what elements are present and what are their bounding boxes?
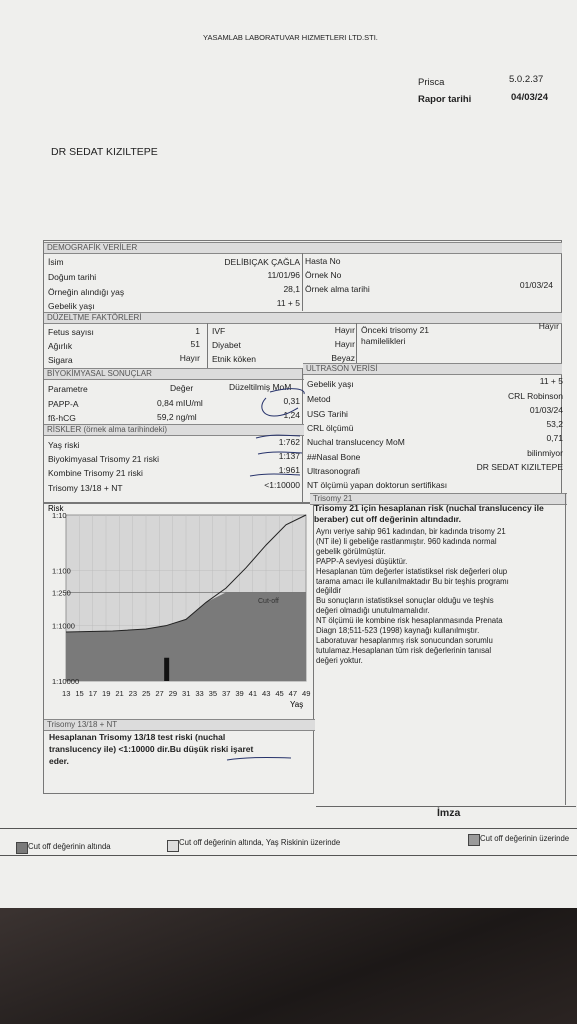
legend-top-line <box>0 828 577 829</box>
t21-body-line: Diagn 18;511-523 (1998) kaynağı kullanılmıştır. <box>316 626 480 636</box>
doctor-name: DR SEDAT KIZILTEPE <box>51 146 158 158</box>
ivf-label: IVF <box>212 326 226 336</box>
x-tick-label: 33 <box>195 689 204 698</box>
cutoff-label: Cut-off <box>258 598 279 605</box>
chart-bottom-border <box>43 793 314 794</box>
age-label: Örneğin alındığı yaş <box>48 287 125 297</box>
us-ga-label: Gebelik yaşı <box>307 379 354 389</box>
ethnic-label: Etnik köken <box>212 354 256 364</box>
nt-value: 0,71 <box>546 433 563 443</box>
y-tick-label: 1:1000 <box>52 621 75 631</box>
demographics-header: DEMOGRAFİK VERİLER <box>44 242 562 254</box>
risk-value: 1:762 <box>278 437 300 447</box>
t21-right-border <box>565 493 566 805</box>
t21-body-line: değeri olmadığı unutulmamalıdır. <box>316 606 430 616</box>
t1318-line: translucency ile) <1:10000 dir.Bu düşük riski işaret <box>49 744 254 754</box>
x-tick-label: 29 <box>168 689 178 698</box>
t21-body-line: Hesaplanan tüm değerler istatistiksel risk değerleri olup <box>316 566 508 576</box>
legend-swatch-mid <box>167 840 179 852</box>
risk-label: Biyokimyasal Trisomy 21 riski <box>48 454 159 464</box>
x-tick-label: 35 <box>208 689 218 698</box>
nt-certificate-label: NT ölçümü yapan doktorun sertifikası <box>307 480 448 490</box>
t21-body-line: Laboratuvar hesaplanmış risk sonucundan sorumlu <box>316 635 493 645</box>
x-tick-label: 19 <box>102 689 111 698</box>
legend-mid-label: Cut off değerinin altında, Yaş Riskinin üzerinde <box>179 838 341 847</box>
nasal-bone-label: ##Nasal Bone <box>307 452 361 462</box>
lab-name: YASAMLAB LABORATUVAR HIZMETLERI LTD.STI. <box>203 33 378 42</box>
risk-label: Trisomy 13/18 + NT <box>48 483 123 493</box>
x-tick-label: 37 <box>222 689 231 698</box>
legend-above-label: Cut off değerinin üzerinde <box>480 834 570 843</box>
prev-t21-value: Hayır <box>538 321 559 331</box>
legend-swatch-above <box>468 834 480 846</box>
risk-value: <1:10000 <box>264 480 300 490</box>
x-tick-label: 43 <box>262 689 271 698</box>
chart-title: Risk <box>48 504 64 513</box>
weight-value: 51 <box>190 339 200 349</box>
t21-body-line: tarama amacı ile kullanılmaktadır Bu bir teşhis programı <box>316 576 509 586</box>
t1318-header: Trisomy 13/18 + NT <box>44 719 315 731</box>
patient-no-label: Hasta No <box>305 256 341 266</box>
y-tick-label: 1:10000 <box>52 677 80 686</box>
risk-value: 1:137 <box>278 451 300 461</box>
x-ticks <box>62 689 310 698</box>
usg-date-label: USG Tarihi <box>307 409 348 419</box>
y-tick-label: 1:10 <box>52 511 67 520</box>
factors-header: DÜZELTME FAKTÖRLERİ <box>44 312 562 324</box>
prev-t21-label: Önceki trisomy 21 hamilelikleri <box>361 325 430 346</box>
chart-right-border <box>313 502 314 794</box>
risk-chart <box>44 503 312 718</box>
risk-label: Yaş riski <box>48 440 80 450</box>
fetus-label: Fetus sayısı <box>48 327 94 337</box>
x-tick-label: 25 <box>142 689 151 698</box>
weight-label: Ağırlık <box>48 341 73 351</box>
factors-divider-2 <box>356 323 357 368</box>
legend-below-label: Cut off değerinin altında <box>28 842 111 851</box>
age-value: 28,1 <box>283 284 300 294</box>
usg-date: 01/03/24 <box>529 405 563 415</box>
risk-label: Kombine Trisomy 21 riski <box>48 468 143 478</box>
signature-label: İmza <box>437 807 461 819</box>
sample-date: 01/03/24 <box>519 280 553 290</box>
demographics-divider <box>302 253 303 311</box>
factors-divider-1 <box>207 323 208 368</box>
bio-row-mom: 1,24 <box>283 410 300 420</box>
x-tick-label: 31 <box>182 689 191 698</box>
biochem-header: BİYOKİMYASAL SONUÇLAR <box>44 368 304 380</box>
method-label: Metod <box>307 394 331 404</box>
y-tick-label: 1:100 <box>52 566 71 576</box>
patient-name: DELİBIÇAK ÇAĞLA <box>224 257 300 267</box>
x-tick-label: 15 <box>75 689 84 698</box>
y-tick-label: 1:250 <box>52 588 71 598</box>
bio-row-value: 59,2 ng/ml <box>157 412 197 422</box>
t21-body-line: NT ölçümü ile kombine risk hesaplanmasında Prenata <box>316 616 503 626</box>
bio-row-param: fß-hCG <box>48 413 76 423</box>
ethnic-value: Beyaz <box>331 353 355 363</box>
diabetes-value: Hayır <box>334 339 355 349</box>
x-tick-label: 39 <box>235 689 244 698</box>
x-tick-label: 17 <box>88 689 98 698</box>
t21-body-line: (NT ile) li gebeliğe rastlanmıştır. 960 kadında normal <box>316 536 497 546</box>
col-mom: Düzeltilmiş MoM <box>229 382 292 392</box>
dob-label: Doğum tarihi <box>48 272 97 282</box>
background-surface <box>0 908 577 1024</box>
t21-body-line: Bu sonuçların istatistiksel sonuçlar olduğu ve teşhis <box>316 596 494 606</box>
t21-body-line: Aynı veriye sahip 961 kadından, bir kadında trisomy 21 <box>316 527 506 536</box>
t21-header: Trisomy 21 <box>310 493 567 505</box>
sample-date-label: Örnek alma tarihi <box>305 284 370 294</box>
smoking-value: Hayır <box>179 353 200 363</box>
ga-value: 11 + 5 <box>276 298 300 308</box>
sonographer-label: Ultrasonografi <box>307 466 360 476</box>
crl-label: CRL ölçümü <box>307 423 354 433</box>
x-tick-label: 27 <box>155 689 164 698</box>
bio-row-param: PAPP-A <box>48 399 79 409</box>
x-tick-label: 49 <box>302 689 311 698</box>
fetus-value: 1 <box>195 326 200 336</box>
t1318-text <box>49 731 253 767</box>
x-tick-label: 41 <box>248 689 258 698</box>
col-param: Parametre <box>48 384 88 394</box>
risk-value: 1:961 <box>278 465 300 475</box>
dob-value: 11/01/96 <box>267 270 300 280</box>
software-name: Prisca <box>418 77 445 88</box>
t21-body-line: değildir <box>316 586 342 596</box>
x-tick-label: 45 <box>275 689 284 698</box>
method-value: CRL Robinson <box>508 391 563 401</box>
t21-body-line: tutulamaz.Hesaplanan tüm risk değerlerinin tanısal <box>316 645 492 655</box>
t21-body-line: gebelik görülmüştür. <box>316 546 386 556</box>
t21-body-line: değeri yoktur. <box>316 655 363 665</box>
ga-label: Gebelik yaşı <box>48 301 95 311</box>
report-date: 04/03/24 <box>511 92 548 103</box>
bio-row-value: 0,84 mIU/ml <box>157 398 203 408</box>
col-value: Değer <box>170 383 194 393</box>
legend-swatch-below <box>16 842 28 854</box>
ultrasound-header: ULTRASON VERİSİ <box>303 363 562 375</box>
t21-body <box>316 527 509 666</box>
t21-headline: Trisomy 21 için hesaplanan risk (nuchal translucency ile beraber) cut off değerinin altındadır. <box>314 503 544 524</box>
diabetes-label: Diyabet <box>212 340 241 350</box>
report-date-label: Rapor tarihi <box>418 94 472 105</box>
nt-label: Nuchal translucency MoM <box>307 437 405 447</box>
ivf-value: Hayır <box>334 325 355 335</box>
x-tick-label: 47 <box>288 689 298 698</box>
smoking-label: Sigara <box>48 355 73 365</box>
us-ga-value: 11 + 5 <box>539 376 563 386</box>
name-label: İsim <box>48 257 64 267</box>
risks-header: RİSKLER (örnek alma tarihindeki) <box>44 424 304 436</box>
nasal-bone-value: bilinmiyor <box>527 448 563 458</box>
sonographer-value: DR SEDAT KIZILTEPE <box>476 462 563 472</box>
patient-age-bar <box>164 658 169 681</box>
bio-row-mom: 0,31 <box>283 396 300 406</box>
x-tick-label: 23 <box>128 689 138 698</box>
t21-body-line: PAPP-A seviyesi düşüktür. <box>316 556 408 566</box>
software-version: 5.0.2.37 <box>509 74 544 85</box>
crl-value: 53,2 <box>546 419 563 429</box>
legend-bottom-line <box>0 855 577 856</box>
t1318-line: eder. <box>49 756 69 766</box>
x-tick-label: 21 <box>115 689 124 698</box>
pen-underline <box>225 754 295 764</box>
t1318-line: Hesaplanan Trisomy 13/18 test riski (nuchal <box>49 732 226 742</box>
x-axis-label: Yaş <box>290 700 304 709</box>
x-tick-label: 13 <box>62 689 71 698</box>
sample-no-label: Örnek No <box>305 270 342 280</box>
pen-annotation <box>240 380 310 490</box>
